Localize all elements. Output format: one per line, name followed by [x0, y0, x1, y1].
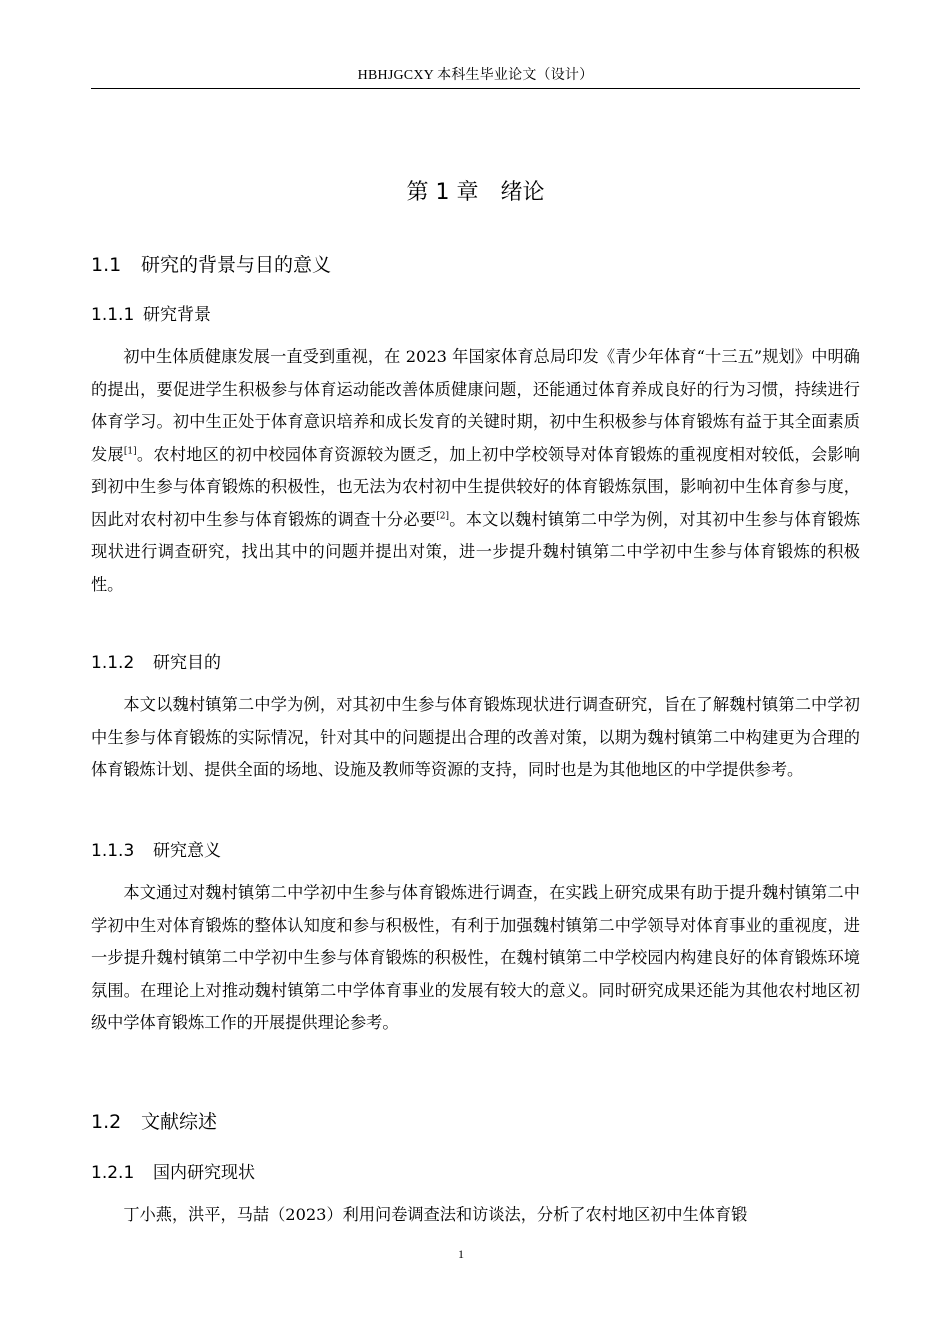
subsection-number: 1.1.2 — [91, 653, 135, 673]
paragraph-research-background — [91, 341, 860, 601]
running-header: HBHJGCXY 本科生毕业论文（设计） — [357, 68, 594, 83]
citation-ref-1[interactable]: [1] — [123, 446, 137, 457]
subsection-heading-1-2-1 — [91, 1160, 255, 1186]
paragraph-research-significance: 本文通过对魏村镇第二中学初中生参与体育锻炼进行调查，在实践上研究成果有助于提升魏村镇第二中学初中生对体育锻炼的整体认知度和参与积极性，有利于加强魏村镇第二中学领导对体育事业的重视度，进一步提升魏村镇第二中学初中生参与体育锻炼的积极性，在魏村镇第二中学校园内构建良好的体育锻炼环境氛围。在理论上对推动魏村镇第二中学体育事业的发展有较大的意义。同时研究成果还能为其他农村地区初级中学体育锻炼工作的开展提供理论参考。 — [91, 883, 860, 1032]
subsection-heading-1-1-2 — [91, 650, 221, 676]
chapter-title: 第 1 章 绪论 — [406, 180, 545, 205]
subsection-title: 研究意义 — [153, 841, 221, 861]
subsection-heading-1-1-3 — [91, 838, 221, 864]
header-rule — [91, 88, 860, 89]
section-number: 1.1 — [91, 254, 122, 276]
page-number: 1 — [458, 1247, 464, 1261]
paragraph-domestic-research: 丁小燕，洪平，马喆（2023）利用问卷调查法和访谈法，分析了农村地区初中生体育锻 — [123, 1205, 748, 1224]
section-heading-1-2 — [91, 1108, 217, 1136]
subsection-heading-1-1-1 — [91, 302, 211, 328]
section-title: 研究的背景与目的意义 — [141, 254, 332, 276]
subsection-number: 1.1.3 — [91, 841, 135, 861]
section-number: 1.2 — [91, 1111, 122, 1133]
subsection-number: 1.1.1 — [91, 305, 135, 325]
paragraph-research-purpose: 本文以魏村镇第二中学为例，对其初中生参与体育锻炼现状进行调查研究，旨在了解魏村镇第二中学初中生参与体育锻炼的实际情况，针对其中的问题提出合理的改善对策，以期为魏村镇第二中构建更为合理的体育锻炼计划、提供全面的场地、设施及教师等资源的支持，同时也是为其他地区的中学提供参考。 — [91, 695, 860, 779]
section-heading-1-1 — [91, 251, 331, 279]
subsection-title: 研究背景 — [143, 305, 211, 325]
subsection-title: 研究目的 — [153, 653, 221, 673]
paragraph-text: 。农村地区的初中校园体育资源较为匮乏，加上初中学校领导对体育锻炼的重视度相对较低，会影响到初中生参与体育锻炼的积极性，也无法为农村初中生提供较好的体育锻炼氛围，影响初中生体育参与度，因此对农村初中生参与体育锻炼的调查十分必要 — [91, 444, 861, 529]
section-title: 文献综述 — [141, 1111, 218, 1133]
subsection-number: 1.2.1 — [91, 1163, 135, 1183]
citation-ref-2[interactable]: [2] — [436, 511, 449, 522]
paragraph-text: 。本文以魏村镇第二中学为例，对其初中生参与体育锻炼现状进行调查研究，找出其中的问题并提出对策，进一步提升魏村镇第二中学初中生参与体育锻炼的积极性。 — [91, 509, 861, 594]
paragraph-text: 初中生体质健康发展一直受到重视，在 2023 年国家体育总局印发《青少年体育“十三五”规划》中明确的提出，要促进学生积极参与体育运动能改善体质健康问题，还能通过体育养成良好的行为习惯，持续进行体育学习。初中生正处于体育意识培养和成长发育的关键时期，初中生积极参与体育锻炼有益于其全面素质发展 — [91, 347, 860, 464]
subsection-title: 国内研究现状 — [153, 1163, 255, 1183]
